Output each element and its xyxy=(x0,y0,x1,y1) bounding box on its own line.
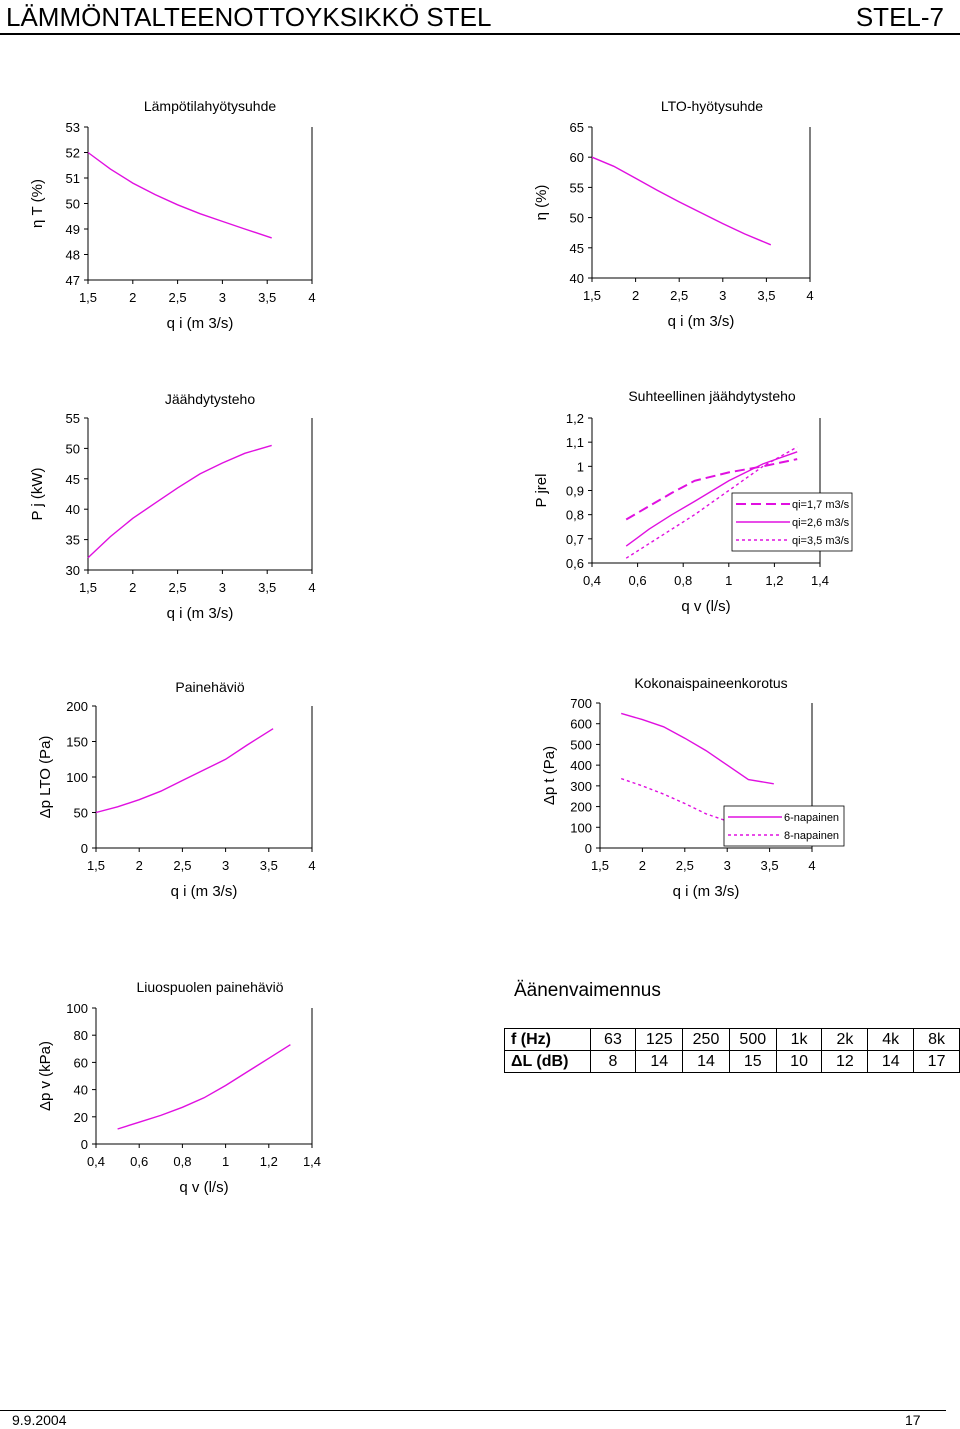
x-tick-label: 2 xyxy=(135,858,143,873)
x-tick-label: 1,5 xyxy=(590,858,610,873)
y-tick-label: 20 xyxy=(73,1109,88,1125)
x-tick-label: 2,5 xyxy=(670,288,689,303)
table-cell: 63 xyxy=(590,1029,636,1051)
y-tick-label: 100 xyxy=(66,770,88,785)
y-tick-label: 30 xyxy=(65,563,80,578)
y-tick-label: 53 xyxy=(65,120,80,135)
y-tick-label: 50 xyxy=(569,210,584,226)
x-tick-label: 3 xyxy=(719,288,727,303)
chart-title: Liuospuolen painehäviö xyxy=(136,979,284,995)
x-tick-label: 1 xyxy=(221,1154,230,1169)
y-tick-label: 40 xyxy=(65,502,80,518)
document-title: LÄMMÖNTALTEENOTTOYKSIKKÖ STEL xyxy=(6,2,492,32)
y-tick-label: 700 xyxy=(570,696,592,711)
x-axis-label: q i (m 3/s) xyxy=(166,315,234,332)
footer-date: 9.9.2004 xyxy=(12,1412,67,1428)
series-line xyxy=(118,1045,291,1129)
x-tick-label: 0,6 xyxy=(130,1154,149,1169)
series-line xyxy=(88,445,272,557)
x-tick-label: 3,5 xyxy=(258,290,277,305)
y-tick-label: 80 xyxy=(73,1028,88,1044)
y-tick-label: 150 xyxy=(66,734,88,750)
table-row xyxy=(505,1029,960,1051)
x-tick-label: 2,5 xyxy=(168,290,187,305)
y-tick-label: 0,7 xyxy=(565,531,584,547)
x-axis-label: q v (l/s) xyxy=(681,598,731,615)
sound-attenuation-table xyxy=(504,1028,960,1073)
y-tick-label: 40 xyxy=(569,271,584,286)
table-cell: 17 xyxy=(914,1051,960,1073)
table-cell: 500 xyxy=(729,1029,776,1051)
x-tick-label: 2 xyxy=(129,580,137,595)
y-tick-label: 60 xyxy=(73,1055,88,1071)
y-tick-label: 52 xyxy=(65,145,80,161)
legend-label: 8-napainen xyxy=(784,830,840,842)
table-cell: 14 xyxy=(636,1051,683,1073)
chart-title: Jäähdytysteho xyxy=(164,391,256,407)
y-axis-label: P jrel xyxy=(533,473,550,508)
y-axis-label: η (%) xyxy=(533,184,550,221)
series-line xyxy=(592,157,771,245)
x-tick-label: 2,5 xyxy=(173,858,192,873)
y-tick-label: 300 xyxy=(570,778,592,794)
y-tick-label: 55 xyxy=(569,180,584,196)
series-line xyxy=(621,713,774,783)
y-tick-label: 51 xyxy=(65,171,80,186)
series-line xyxy=(96,729,273,813)
y-tick-label: 1 xyxy=(576,459,584,475)
table-row xyxy=(505,1051,960,1073)
table-cell: 15 xyxy=(729,1051,776,1073)
y-tick-label: 0 xyxy=(584,841,592,856)
x-tick-label: 2 xyxy=(129,290,137,305)
y-tick-label: 0,8 xyxy=(565,507,584,523)
table-cell: 2k xyxy=(822,1029,868,1051)
y-tick-label: 0 xyxy=(80,841,88,856)
x-tick-label: 1,2 xyxy=(765,573,784,588)
x-tick-label: 3,5 xyxy=(258,580,277,595)
y-tick-label: 200 xyxy=(570,799,592,815)
x-tick-label: 4 xyxy=(308,858,316,873)
y-tick-label: 400 xyxy=(570,758,592,774)
x-tick-label: 1,5 xyxy=(78,580,98,595)
table-cell: 10 xyxy=(776,1051,822,1073)
x-tick-label: 3 xyxy=(218,290,227,305)
x-tick-label: 1 xyxy=(725,573,733,588)
x-tick-label: 3 xyxy=(218,580,227,595)
y-tick-label: 47 xyxy=(65,273,80,288)
table-cell: 125 xyxy=(636,1029,683,1051)
y-tick-label: 200 xyxy=(66,699,88,714)
y-tick-label: 45 xyxy=(65,471,80,487)
y-tick-label: 1,2 xyxy=(565,411,584,426)
table-cell: 250 xyxy=(683,1029,730,1051)
table-cell: 4k xyxy=(868,1029,914,1051)
y-tick-label: 100 xyxy=(66,1001,88,1016)
x-tick-label: 3,5 xyxy=(259,858,278,873)
y-tick-label: 50 xyxy=(73,805,88,821)
x-tick-label: 4 xyxy=(808,858,816,873)
x-tick-label: 4 xyxy=(806,288,814,303)
x-tick-label: 1,4 xyxy=(810,573,830,588)
table-row-label: f (Hz) xyxy=(505,1029,591,1051)
chart-title: LTO-hyötysuhde xyxy=(660,98,764,114)
table-cell: 1k xyxy=(776,1029,822,1051)
x-axis-label: q i (m 3/s) xyxy=(672,883,740,900)
table-cell: 8k xyxy=(914,1029,960,1051)
y-tick-label: 48 xyxy=(65,247,80,263)
y-tick-label: 50 xyxy=(65,441,80,457)
series-line xyxy=(88,153,272,238)
x-tick-label: 0,8 xyxy=(674,573,693,588)
x-tick-label: 0,6 xyxy=(628,573,647,588)
y-tick-label: 65 xyxy=(569,120,584,135)
table-cell: 8 xyxy=(590,1051,636,1073)
x-axis-label: q i (m 3/s) xyxy=(170,883,238,900)
x-tick-label: 1,5 xyxy=(86,858,106,873)
footer-rule xyxy=(0,1410,946,1411)
x-tick-label: 1,4 xyxy=(302,1154,322,1169)
legend-label: qi=3,5 m3/s xyxy=(792,535,850,547)
y-tick-label: 500 xyxy=(570,737,592,753)
x-tick-label: 1,2 xyxy=(259,1154,278,1169)
x-axis-label: q i (m 3/s) xyxy=(166,605,234,622)
page-number: 17 xyxy=(905,1412,921,1428)
legend-label: qi=1,7 m3/s xyxy=(792,499,850,511)
x-tick-label: 1,5 xyxy=(78,290,98,305)
y-tick-label: 1,1 xyxy=(565,435,584,451)
x-axis-label: q i (m 3/s) xyxy=(667,313,735,330)
y-tick-label: 0 xyxy=(80,1137,88,1152)
y-tick-label: 55 xyxy=(65,411,80,426)
chart-title: Lämpötilahyötysuhde xyxy=(143,98,277,114)
y-tick-label: 40 xyxy=(73,1082,88,1098)
table-cell: 14 xyxy=(868,1051,914,1073)
x-tick-label: 3,5 xyxy=(760,858,779,873)
y-axis-label: P j (kW) xyxy=(29,467,46,521)
chart-title: Kokonaispaineenkorotus xyxy=(634,675,788,691)
chart-title: Painehäviö xyxy=(175,679,245,695)
product-code: STEL-7 xyxy=(855,2,944,32)
x-tick-label: 4 xyxy=(308,290,316,305)
x-tick-label: 3 xyxy=(221,858,230,873)
y-axis-label: Δp v (kPa) xyxy=(37,1040,54,1112)
sound-table-title: Äänenvaimennus xyxy=(514,980,661,1001)
x-tick-label: 2,5 xyxy=(168,580,187,595)
x-tick-label: 2,5 xyxy=(675,858,694,873)
legend-label: qi=2,6 m3/s xyxy=(792,517,850,529)
x-tick-label: 4 xyxy=(308,580,316,595)
y-axis-label: Δp t (Pa) xyxy=(541,745,558,806)
y-tick-label: 60 xyxy=(569,150,584,166)
y-tick-label: 50 xyxy=(65,196,80,212)
x-tick-label: 2 xyxy=(638,858,647,873)
table-cell: 14 xyxy=(683,1051,730,1073)
x-tick-label: 1,5 xyxy=(582,288,602,303)
x-tick-label: 3 xyxy=(723,858,731,873)
x-tick-label: 2 xyxy=(631,288,640,303)
y-tick-label: 600 xyxy=(570,716,592,732)
y-tick-label: 0,9 xyxy=(565,483,584,499)
x-tick-label: 0,8 xyxy=(173,1154,192,1169)
x-tick-label: 0,4 xyxy=(86,1154,106,1169)
y-tick-label: 49 xyxy=(65,222,80,237)
x-tick-label: 3,5 xyxy=(757,288,776,303)
legend-label: 6-napainen xyxy=(784,812,840,824)
y-tick-label: 0,6 xyxy=(565,556,584,571)
y-axis-label: η T (%) xyxy=(29,179,46,228)
y-axis-label: Δp LTO (Pa) xyxy=(37,735,54,819)
chart-title: Suhteellinen jäähdytysteho xyxy=(628,388,796,404)
table-row-label: ΔL (dB) xyxy=(505,1051,591,1073)
y-tick-label: 35 xyxy=(65,532,80,548)
table-cell: 12 xyxy=(822,1051,868,1073)
y-tick-label: 45 xyxy=(569,240,584,256)
y-tick-label: 100 xyxy=(570,820,592,836)
x-axis-label: q v (l/s) xyxy=(179,1179,229,1196)
x-tick-label: 0,4 xyxy=(582,573,602,588)
